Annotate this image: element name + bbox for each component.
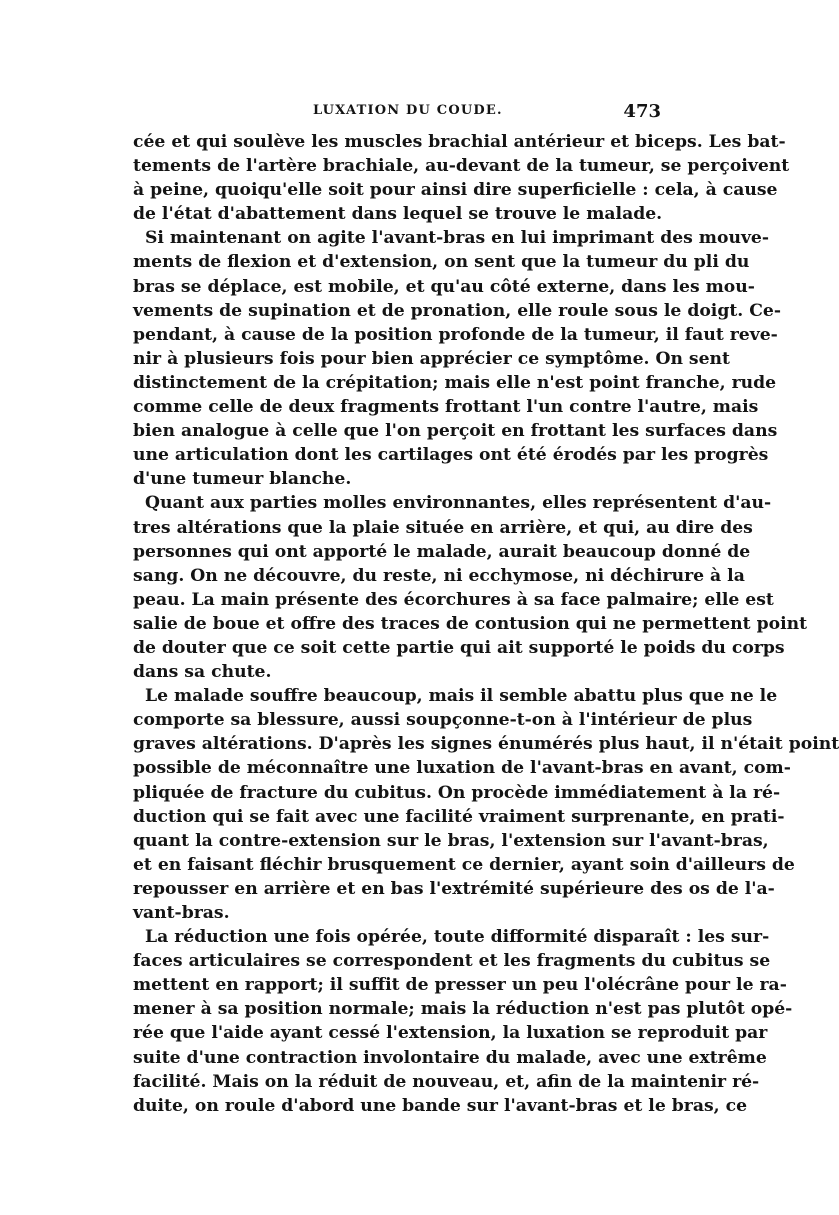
running-head [133, 101, 661, 125]
text-line: facilité. Mais on la réduit de nouveau, et, afin de la maintenir ré- [133, 1071, 760, 1092]
text-line: graves altérations. D'après les signes énumérés plus haut, il n'était point [133, 734, 839, 755]
text-line: distinctement de la crépitation; mais elle n'est point franche, rude [133, 372, 777, 393]
text-line: repousser en arrière et en bas l'extrémité supérieure des os de l'a- [133, 878, 775, 899]
text-line: tements de l'artère brachiale, au-devant de la tumeur, se perçoivent [133, 156, 790, 177]
text-line: sang. On ne découvre, du reste, ni ecchymose, ni déchirure à la [133, 565, 745, 586]
body-text [133, 130, 839, 1118]
text-line: mener à sa position normale; mais la réduction n'est pas plutôt opé- [133, 999, 793, 1020]
text-line: ments de flexion et d'extension, on sent que la tumeur du pli du [133, 252, 750, 273]
text-line: bien analogue à celle que l'on perçoit en frottant les surfaces dans [133, 421, 778, 442]
text-line: Le malade souffre beaucoup, mais il semble abattu plus que ne le [145, 686, 778, 707]
text-line: cée et qui soulève les muscles brachial antérieur et biceps. Les bat- [133, 132, 786, 152]
text-line: nir à plusieurs fois pour bien apprécier ce symptôme. On sent [133, 348, 730, 369]
text-line: bras se déplace, est mobile, et qu'au côté externe, dans les mou- [133, 276, 755, 297]
text-line: pendant, à cause de la position profonde de la tumeur, il faut reve- [133, 324, 778, 345]
text-line: pliquée de fracture du cubitus. On procède immédiatement à la ré- [133, 782, 781, 803]
text-line: quant la contre-extension sur le bras, l'extension sur l'avant-bras, [133, 830, 769, 851]
text-line: comporte sa blessure, aussi soupçonne-t-on à l'intérieur de plus [133, 710, 753, 731]
text-line: une articulation dont les cartilages ont été érodés par les progrès [133, 445, 769, 466]
text-line: suite d'une contraction involontaire du malade, avec une extrême [133, 1047, 767, 1068]
text-line: faces articulaires se correspondent et les fragments du cubitus se [133, 951, 771, 972]
running-title: LUXATION DU COUDE. [313, 103, 503, 118]
text-line: et en faisant fléchir brusquement ce dernier, ayant soin d'ailleurs de [133, 854, 795, 875]
text-line: duction qui se fait avec une facilité vraiment surprenante, en prati- [133, 806, 785, 827]
text-line: vements de supination et de pronation, elle roule sous le doigt. Ce- [133, 300, 782, 321]
text-line: de douter que ce soit cette partie qui ait supporté le poids du corps [133, 637, 785, 658]
text-line: d'une tumeur blanche. [133, 469, 352, 490]
text-line: salie de boue et offre des traces de contusion qui ne permettent point [133, 613, 808, 634]
text-line: personnes qui ont apporté le malade, aurait beaucoup donné de [133, 541, 751, 562]
text-line: peau. La main présente des écorchures à sa face palmaire; elle est [133, 589, 774, 610]
text-line: tres altérations que la plaie située en arrière, et qui, au dire des [133, 517, 753, 538]
text-line: de l'état d'abattement dans lequel se trouve le malade. [133, 204, 663, 225]
text-line: duite, on roule d'abord une bande sur l'avant-bras et le bras, ce [133, 1095, 748, 1116]
text-line: Quant aux parties molles environnantes, elles représentent d'au- [145, 493, 772, 514]
text-line: mettent en rapport; il suffit de presser un peu l'olécrâne pour le ra- [133, 975, 787, 996]
text-line: vant-bras. [133, 903, 230, 923]
text-line: comme celle de deux fragments frottant l'un contre l'autre, mais [133, 397, 759, 418]
text-line: La réduction une fois opérée, toute difformité disparaît : les sur- [145, 927, 770, 948]
page-number: 473 [623, 101, 661, 122]
text-line: possible de méconnaître une luxation de l'avant-bras en avant, com- [133, 758, 791, 779]
text-line: rée que l'aide ayant cessé l'extension, la luxation se reproduit par [133, 1023, 768, 1044]
text-line: à peine, quoiqu'elle soit pour ainsi dire superficielle : cela, à cause [133, 180, 778, 201]
text-line: Si maintenant on agite l'avant-bras en lui imprimant des mouve- [145, 228, 770, 249]
text-line: dans sa chute. [133, 662, 272, 683]
